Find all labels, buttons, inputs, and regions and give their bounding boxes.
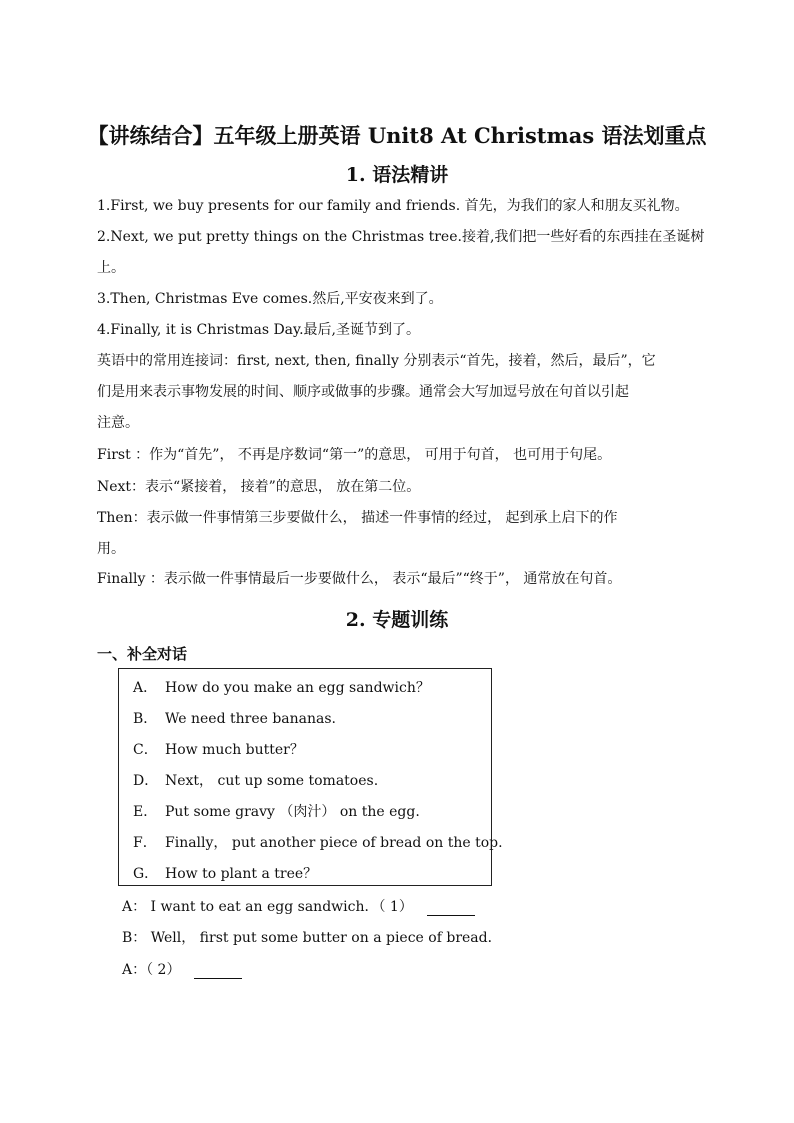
text-line: Finally ：表示做一件事情最后一步要做什么， 表示“最后”“终于”， 通常放在句首。	[97, 571, 622, 587]
option-g: G． How to plant a tree？	[133, 866, 318, 882]
option-a: A． How do you make an egg sandwich？	[133, 680, 430, 696]
text-line: 3.Then, Christmas Eve comes.然后,平安夜来到了。	[97, 291, 443, 307]
text-line: 4.Finally, it is Christmas Day.最后,圣诞节到了。	[97, 322, 420, 338]
answer-blank-1[interactable]	[427, 901, 475, 916]
answer-blank-2[interactable]	[194, 964, 242, 979]
text-line: 注意。	[97, 415, 139, 431]
options-box	[118, 668, 503, 886]
text-line: First ：作为“首先”， 不再是序数词“第一”的意思， 可用于句首， 也可用于句尾。	[97, 447, 612, 463]
text-line: Next：表示“紧接着， 接着”的意思， 放在第二位。	[97, 479, 421, 495]
document-title: 【讲练结合】五年级上册英语 Unit8 At Christmas 语法划重点	[87, 123, 707, 148]
dialog-line-1: A： I want to eat an egg sandwich．（ 1）	[122, 896, 475, 916]
text-line: 用。	[97, 541, 125, 557]
text-line: 上。	[97, 260, 125, 276]
option-c: C． How much butter？	[133, 742, 304, 758]
option-b: B． We need three bananas.	[133, 711, 337, 727]
section-title-grammar: 1. 语法精讲	[345, 164, 449, 186]
exercise-heading: 一、补全对话	[97, 645, 188, 663]
option-f: F． Finally， put another piece of bread on the top.	[133, 835, 503, 851]
option-e: E． Put some gravy （肉汁） on the egg.	[133, 804, 420, 820]
dialog-line-2: B： Well， first put some butter on a piece of bread．	[122, 930, 502, 946]
text-line: 1.First, we buy presents for our family and friends. 首先，为我们的家人和朋友买礼物。	[97, 198, 689, 214]
text-line: Then：表示做一件事情第三步要做什么， 描述一件事情的经过， 起到承上启下的作	[97, 510, 618, 526]
text-line: 2.Next, we put pretty things on the Christmas tree.接着,我们把一些好看的东西挂在圣诞树	[97, 229, 705, 245]
dialog-line-3: A：（ 2）	[122, 959, 242, 979]
text-line: 们是用来表示事物发展的时间、顺序或做事的步骤。通常会大写加逗号放在句首以引起	[97, 384, 629, 400]
text-line: 英语中的常用连接词：first, next, then, finally 分别表示“首先，接着，然后，最后”，它	[97, 353, 656, 369]
option-d: D． Next， cut up some tomatoes.	[133, 773, 379, 789]
section-title-practice: 2. 专题训练	[345, 609, 449, 631]
